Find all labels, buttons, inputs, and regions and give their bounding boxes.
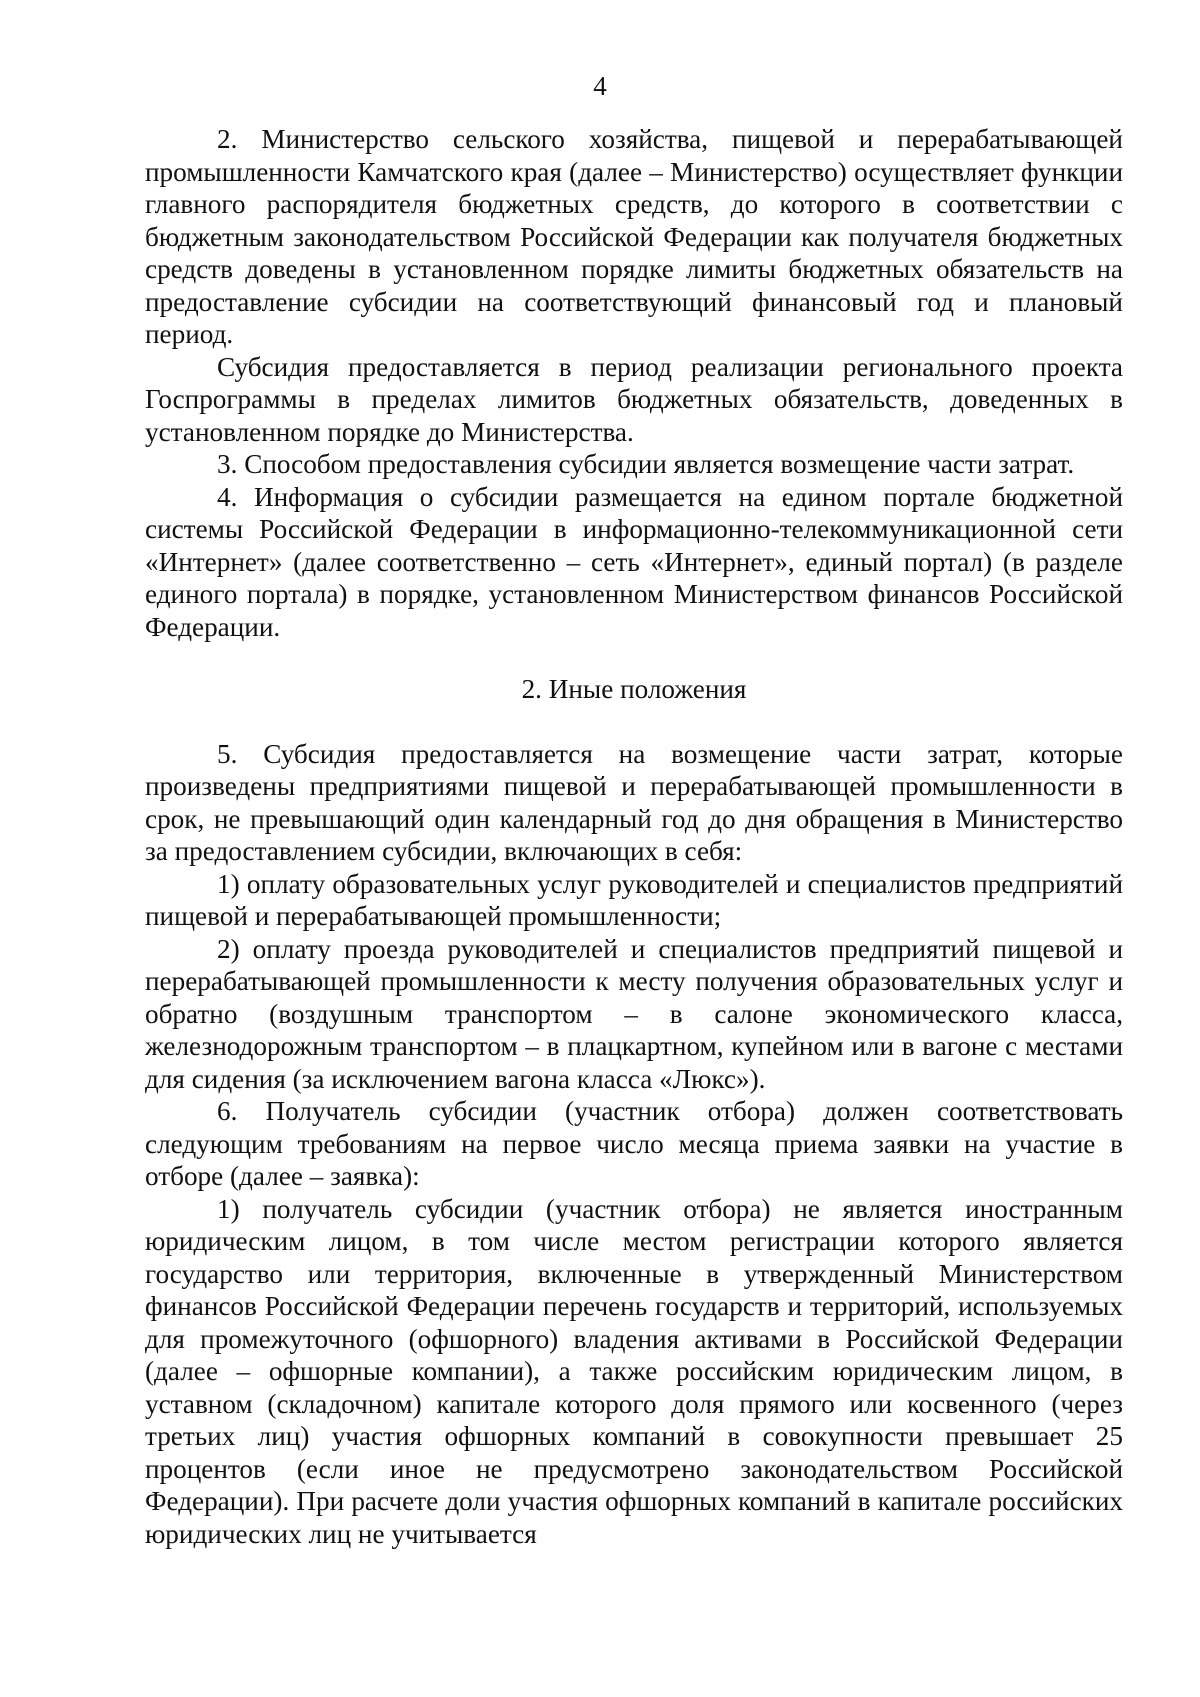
- page-number: 4: [593, 71, 607, 101]
- paragraph-5-item-2: 2) оплату проезда руководителей и специалистов предприятий пищевой и перерабатывающей промышленности к месту получения образовательных услуг и обратно (воздушным транспортом – в салоне экономического класса, железнодорожным транспортом – в плацкартном, купейном или в вагоне с местами для сидения (за исключением вагона класса «Люкс»).: [145, 933, 1123, 1094]
- document-body: [145, 123, 1123, 1550]
- paragraph-6: 6. Получатель субсидии (участник отбора) должен соответствовать следующим требованиям на первое число месяца приема заявки на участие в отборе (далее – заявка):: [145, 1096, 1123, 1191]
- paragraph-2: 2. Министерство сельского хозяйства, пищевой и перерабатывающей промышленности Камчатского края (далее – Министерство) осуществляет функции главного распорядителя бюджетных средств, до которого в соответствии с бюджетным законодательством Российской Федерации как получателя бюджетных средств доведены в установленном порядке лимиты бюджетных обязательств на предоставление субсидии на соответствующий финансовый год и плановый период.: [145, 124, 1123, 349]
- paragraph-6-item-1: 1) получатель субсидии (участник отбора) не является иностранным юридическим лицом, в том числе местом регистрации которого является государство или территория, включенные в утвержденный Министерством финансов Российской Федерации перечень государств и территорий, используемых для промежуточного (офшорного) владения активами в Российской Федерации (далее – офшорные компании), а также российским юридическим лицом, в уставном (складочном) капитале которого доля прямого или косвенного (через третьих лиц) участия офшорных компаний в совокупности превышает 25 процентов (если иное не предусмотрено законодательством Российской Федерации). При расчете доли участия офшорных компаний в капитале российских юридических лиц не учитывается: [145, 1193, 1123, 1549]
- paragraph-3: 3. Способом предоставления субсидии является возмещение части затрат.: [217, 449, 1075, 479]
- paragraph-5-item-1: 1) оплату образовательных услуг руководителей и специалистов предприятий пищевой и перерабатывающей промышленности;: [145, 868, 1123, 931]
- paragraph-4: 4. Информация о субсидии размещается на едином портале бюджетной системы Российской Федерации в информационно-телекоммуникационной сети «Интернет» (далее соответственно – сеть «Интернет», единый портал) (в разделе единого портала) в порядке, установленном Министерством финансов Российской Федерации.: [145, 481, 1123, 642]
- section-heading: 2. Иные положения: [521, 674, 747, 704]
- paragraph-subsidy-period: Субсидия предоставляется в период реализации регионального проекта Госпрограммы в пределах лимитов бюджетных обязательств, доведенных в установленном порядке до Министерства.: [145, 351, 1123, 447]
- paragraph-5: 5. Субсидия предоставляется на возмещение части затрат, которые произведены предприятиями пищевой и перерабатывающей промышленности в срок, не превышающий один календарный год до дня обращения в Министерство за предоставлением субсидии, включающих в себя:: [145, 738, 1123, 866]
